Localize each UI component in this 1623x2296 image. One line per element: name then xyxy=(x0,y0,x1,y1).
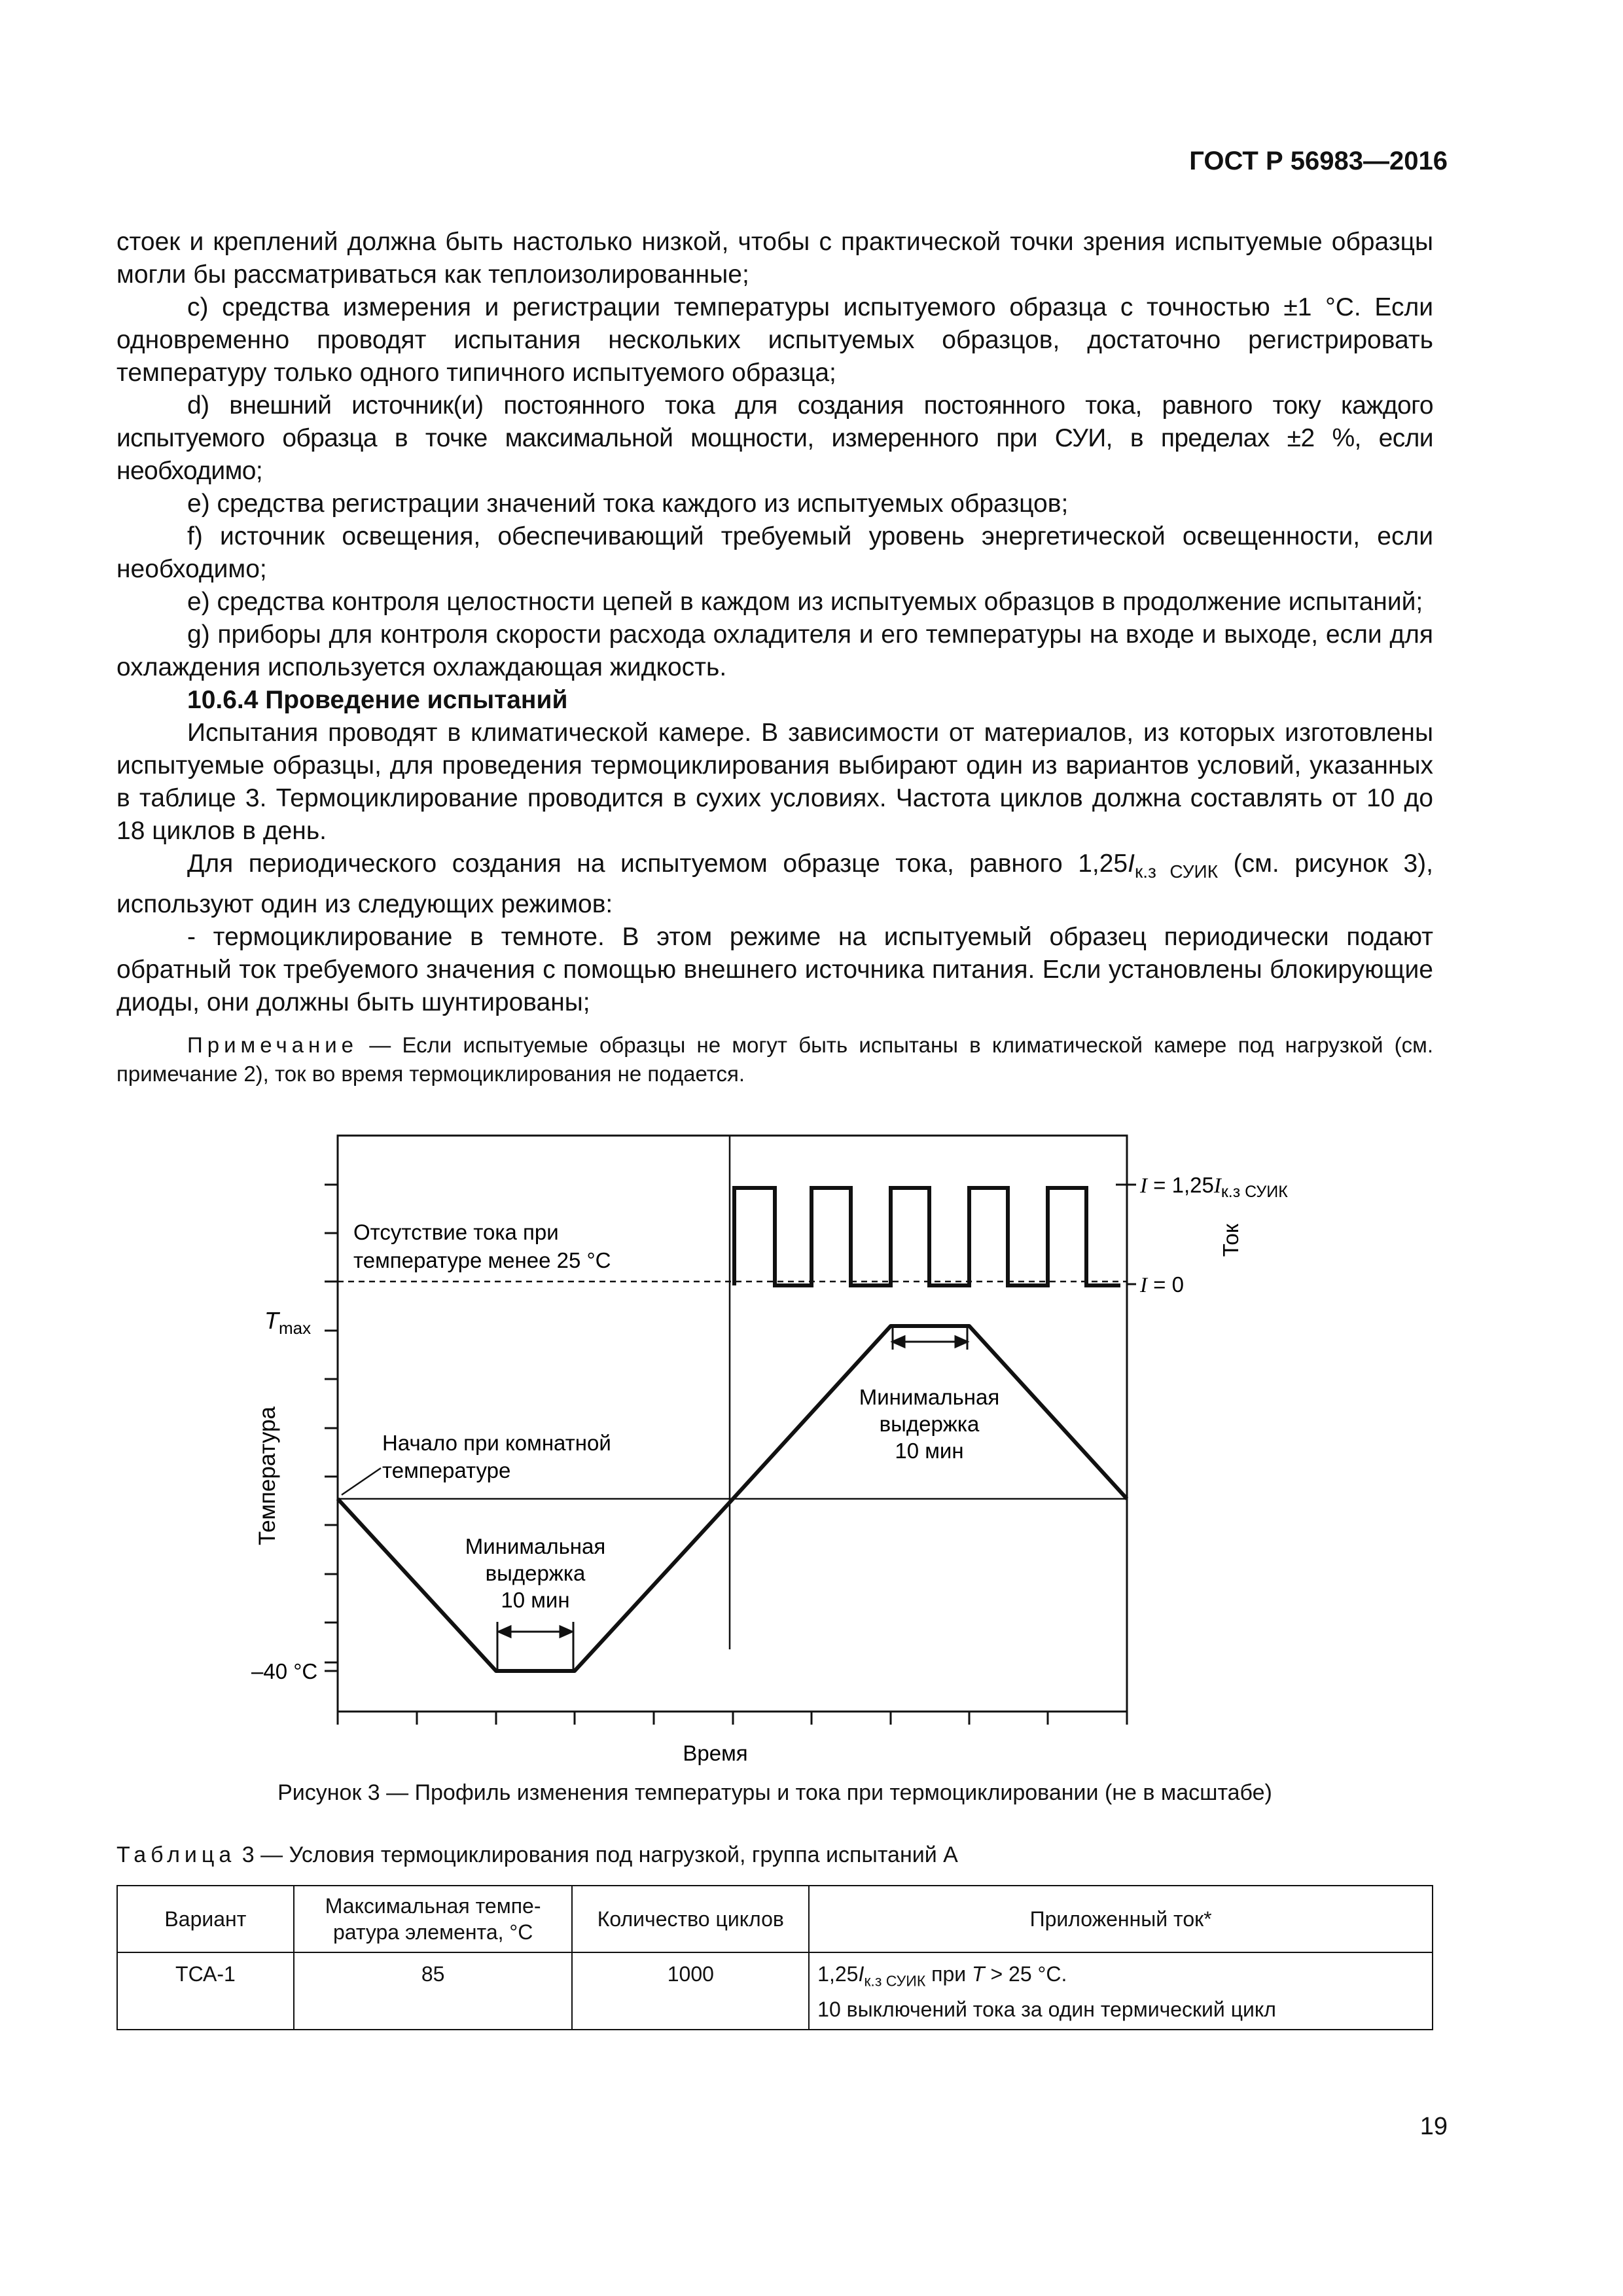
paragraph: - термоциклирование в темноте. В этом режиме на испытуемый образец периодически подают обратный ток требуемого значения с помощью внешнего источника питания. Если установлены блокирующие диоды, они должны быть шунтированы; xyxy=(116,922,1433,1016)
current-symbol: I xyxy=(1128,850,1135,878)
tmax-label: $T_{max}$ xyxy=(264,1307,312,1338)
y-axis-ticks xyxy=(325,1185,338,1671)
paragraph: е) средства регистрации значений тока каждого из испытуемых образцов; xyxy=(187,490,1069,518)
no-current-label: Отсутствие тока при xyxy=(353,1220,559,1244)
header-variant: Вариант xyxy=(117,1886,294,1952)
paragraph: d) внешний источник(и) постоянного тока для создания постоянного тока, равного току каждого испытуемого образца в точке максимальной мощности, измеренного при СУИ, в пределах ±2 %, если необходимо; xyxy=(116,391,1433,485)
hold-top-label: 10 мин xyxy=(895,1439,964,1463)
temperature-profile-curve xyxy=(338,1326,1127,1671)
paragraph: g) приборы для контроля скорости расхода охладителя и его температуры на входе и выходе, если для охлаждения используется охлаждающая жидкость. xyxy=(116,620,1433,681)
table-title-text: 3 — Условия термоциклирования под нагрузкой, группа испытаний А xyxy=(236,1842,958,1867)
table-header-row xyxy=(117,1886,1433,1952)
paragraph: стоек и креплений должна быть настолько низкой, чтобы с практической точки зрения испытуемые образцы могли бы рассматриваться как теплоизолированные; xyxy=(116,228,1433,289)
section-heading: 10.6.4 Проведение испытаний xyxy=(187,686,568,714)
paragraph-part: (см. рисунок 3), используют один из следующих режимов: xyxy=(116,850,1433,918)
paragraph: f) источник освещения, обеспечивающий требуемый уровень энергетической освещенности, если необходимо; xyxy=(116,522,1433,583)
right-axis-label: Ток xyxy=(1219,1223,1243,1257)
page-number: 19 xyxy=(1419,2113,1448,2140)
x-axis-ticks xyxy=(338,1712,1127,1725)
cell-cycles: 1000 xyxy=(572,1952,809,2030)
figure-frame xyxy=(338,1136,1127,1712)
cell-variant: ТСА-1 xyxy=(117,1952,294,2030)
hold-bottom-label: выдержка xyxy=(485,1561,586,1585)
start-label: температуре xyxy=(382,1458,511,1482)
cell-max-temp: 85 xyxy=(294,1952,573,2030)
body-text xyxy=(116,226,1433,1019)
table-title-label: Таблица xyxy=(116,1842,236,1867)
i-zero-label: I = 0 xyxy=(1140,1272,1184,1297)
dwell-arrow-top xyxy=(893,1326,967,1350)
dwell-arrow-bottom xyxy=(497,1622,573,1671)
hold-bottom-label: 10 мин xyxy=(501,1588,570,1612)
hold-top-label: выдержка xyxy=(879,1412,980,1436)
paragraph: е) средства контроля целостности цепей в каждом из испытуемых образцов в продолжение испытаний; xyxy=(187,588,1423,616)
hold-bottom-label: Минимальная xyxy=(465,1534,606,1558)
paragraph xyxy=(116,848,1433,921)
note-text: — Если испытуемые образцы не могут быть испытаны в климатической камере под нагрузкой (см. примечание 2), ток во время термоциклирования не подается. xyxy=(116,1033,1433,1086)
hold-top-label: Минимальная xyxy=(859,1385,1000,1409)
figure-caption: Рисунок 3 — Профиль изменения температуры и тока при термоциклировании (не в масштабе) xyxy=(277,1780,1272,1805)
note-label: Примечание xyxy=(187,1033,359,1057)
header-current: Приложенный ток* xyxy=(809,1886,1433,1952)
table-row xyxy=(117,1952,1433,2030)
current-square-wave xyxy=(734,1188,1120,1285)
current-subscript: к.з СУИК xyxy=(1134,861,1219,882)
cell-current: $1,25I_{к.з СУИК}$ при T > 25 °С. 10 выключений тока за один термический цикл xyxy=(809,1952,1433,2030)
table-title xyxy=(116,1842,958,1868)
i-high-label: $I = 1,25I_{к.з СУИК}$ xyxy=(1140,1173,1288,1201)
start-leader-line xyxy=(342,1468,381,1495)
table-3 xyxy=(116,1885,1433,2030)
y-axis-label: Температура xyxy=(255,1407,280,1545)
x-axis-label: Время xyxy=(683,1741,748,1765)
header-cycles: Количество циклов xyxy=(572,1886,809,1952)
start-label: Начало при комнатной xyxy=(382,1431,611,1455)
paragraph-part: Для периодического создания на испытуемом образце тока, равного 1,25 xyxy=(187,850,1128,878)
standard-number: ГОСТ Р 56983—2016 xyxy=(1189,147,1448,175)
minus40-label: –40 °С xyxy=(251,1659,318,1683)
paragraph: Испытания проводят в климатической камере. В зависимости от материалов, из которых изготовлены испытуемые образцы, для проведения термоциклирования выбирают один из вариантов условий, указанных в таблице 3. Термоциклирование проводится в сухих условиях. Частота циклов должна составлять от 10 до 18 циклов в день. xyxy=(116,719,1433,845)
no-current-label: температуре менее 25 °С xyxy=(353,1248,611,1272)
paragraph: с) средства измерения и регистрации температуры испытуемого образца с точностью ±1 °С. Если одновременно проводят испытания нескольких испытуемых образцов, достаточно регистрировать температуру только одного типичного испытуемого образца; xyxy=(116,293,1433,387)
note xyxy=(116,1031,1433,1088)
header-max-temp: Максимальная темпе- ратура элемента, °С xyxy=(294,1886,573,1952)
